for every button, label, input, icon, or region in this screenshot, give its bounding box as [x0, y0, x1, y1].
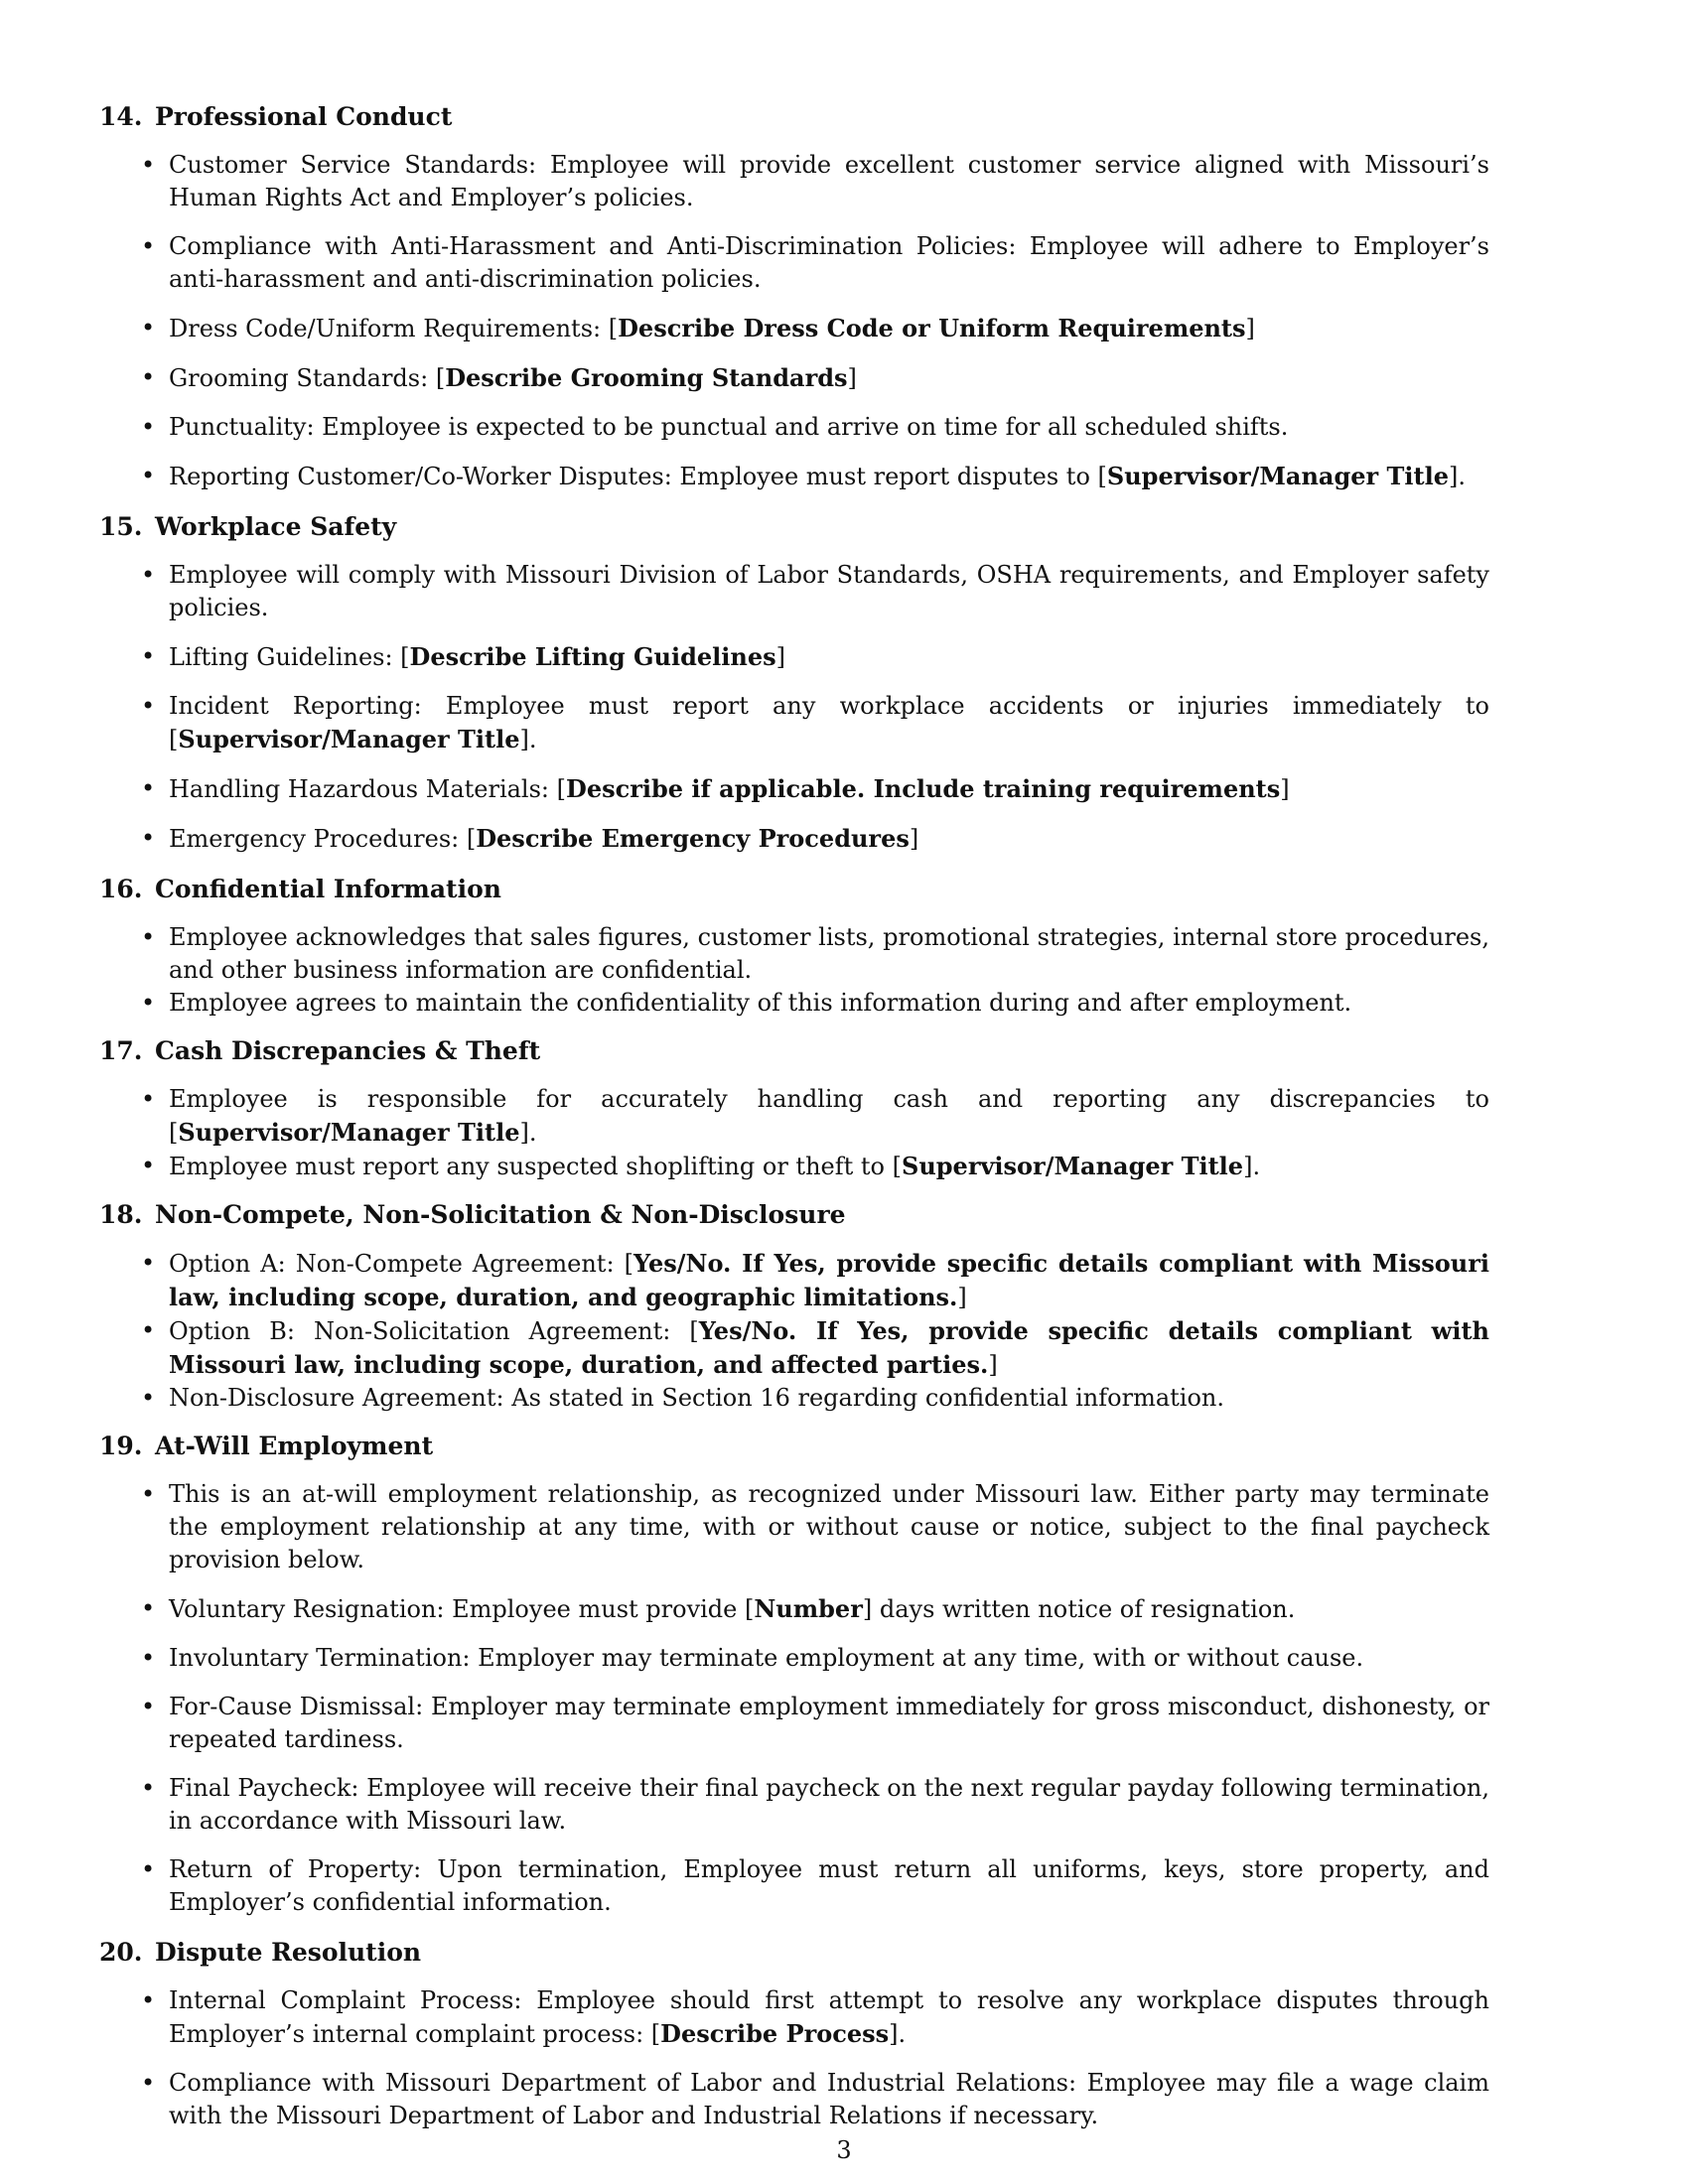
placeholder-text: Number — [754, 1594, 863, 1623]
item-text: Grooming Standards: [ — [169, 364, 446, 392]
list-item — [99, 1083, 1589, 1150]
list-item: • Non-Disclosure Agreement: As stated in Section 16 regarding confidential information. — [99, 1382, 1589, 1415]
placeholder-text: Yes/No. If Yes, provide specific details compliant with Missouri law, including scope, duration, and affected parties. — [169, 1316, 1489, 1379]
section-heading — [99, 1197, 1589, 1233]
item-text: Option B: Non-Solicitation Agreement: [ — [169, 1317, 699, 1345]
list-item: • Compliance with Missouri Department of Labor and Industrial Relations: Employee may file a wage claim with the Missouri Department of Labor and Industrial Relations if necessary. — [99, 2067, 1589, 2132]
placeholder-text: Describe Dress Code or Uniform Requirements — [618, 314, 1246, 342]
item-text-end: ] days written notice of resignation. — [862, 1595, 1296, 1623]
section-heading — [99, 872, 1589, 907]
item-text-end: ]. — [519, 726, 537, 753]
section-17 — [99, 1033, 1589, 1183]
item-text: Voluntary Resignation: Employee must provide [ — [169, 1595, 755, 1623]
item-text-end: ] — [909, 825, 919, 853]
list-item — [99, 822, 1589, 856]
item-text: Emergency Procedures: [ — [169, 825, 477, 853]
section-20 — [99, 1935, 1589, 2132]
list-item — [99, 690, 1589, 756]
list-item — [99, 1314, 1589, 1382]
page-number: 3 — [836, 2136, 852, 2164]
list-item: • Compliance with Anti-Harassment and Anti-Discrimination Policies: Employee will adhere to Employer’s anti-harassment and anti-discrimination policies. — [99, 230, 1589, 296]
section-19 — [99, 1429, 1589, 1919]
item-text-end: ]. — [1243, 1153, 1261, 1180]
section-number: 16. — [99, 875, 143, 903]
section-title: Workplace Safety — [155, 512, 397, 541]
list-item: • Return of Property: Upon termination, Employee must return all uniforms, keys, store property, and Employer’s confidential information. — [99, 1853, 1589, 1919]
item-text: Incident Reporting: Employee must report any workplace accidents or injuries immediately to [ — [169, 692, 1489, 753]
placeholder-text: Describe Emergency Procedures — [476, 824, 910, 853]
document-page — [99, 99, 1589, 2148]
list-item — [99, 460, 1589, 493]
list-item — [99, 640, 1589, 674]
section-list — [99, 1247, 1589, 1415]
item-text: Internal Complaint Process: Employee should first attempt to resolve any workplace disputes through Employer’s internal complaint process: [ — [169, 1986, 1489, 2048]
section-title: Cash Discrepancies & Theft — [155, 1036, 541, 1065]
section-list — [99, 559, 1589, 856]
list-item — [99, 772, 1589, 806]
item-text-end: ] — [1245, 315, 1255, 342]
section-number: 17. — [99, 1036, 143, 1065]
item-text-end: ] — [988, 1351, 998, 1379]
list-item: • Employee agrees to maintain the confidentiality of this information during and after employment. — [99, 987, 1589, 1020]
item-text: Lifting Guidelines: [ — [169, 643, 410, 671]
placeholder-text: Supervisor/Manager Title — [178, 1118, 520, 1147]
item-text: Handling Hazardous Materials: [ — [169, 775, 566, 803]
list-item: • For-Cause Dismissal: Employer may terminate employment immediately for gross misconduct, dishonesty, or repeated tardiness. — [99, 1691, 1589, 1756]
item-text: Reporting Customer/Co-Worker Disputes: Employee must report disputes to [ — [169, 463, 1107, 490]
list-item: • Customer Service Standards: Employee will provide excellent customer service aligned with Missouri’s Human Rights Act and Employer’s policies. — [99, 149, 1589, 214]
placeholder-text: Describe Lifting Guidelines — [409, 642, 776, 671]
list-item: • Final Paycheck: Employee will receive their final paycheck on the next regular payday following termination, in accordance with Missouri law. — [99, 1772, 1589, 1838]
section-list — [99, 149, 1589, 493]
list-item — [99, 1150, 1589, 1183]
item-text-end: ]. — [519, 1119, 537, 1147]
section-number: 19. — [99, 1432, 143, 1460]
placeholder-text: Yes/No. If Yes, provide specific details compliant with Missouri law, including scope, duration, and geographic limitations. — [169, 1249, 1489, 1311]
list-item: • This is an at-will employment relationship, as recognized under Missouri law. Either party may terminate the employment relationship at any time, with or without cause or notice, subject to the final paycheck provision below. — [99, 1478, 1589, 1576]
list-item — [99, 312, 1589, 345]
placeholder-text: Describe if applicable. Include training requirements — [566, 774, 1281, 803]
item-text: Dress Code/Uniform Requirements: [ — [169, 315, 619, 342]
section-list — [99, 1984, 1589, 2132]
placeholder-text: Supervisor/Manager Title — [1106, 462, 1449, 490]
list-item: • Employee acknowledges that sales figures, customer lists, promotional strategies, internal store procedures, and other business information are confidential. — [99, 921, 1589, 987]
section-15 — [99, 509, 1589, 856]
list-item: • Punctuality: Employee is expected to be punctual and arrive on time for all scheduled shifts. — [99, 411, 1589, 444]
section-list — [99, 1478, 1589, 1919]
list-item: • Employee will comply with Missouri Division of Labor Standards, OSHA requirements, and Employer safety policies. — [99, 559, 1589, 624]
placeholder-text: Supervisor/Manager Title — [178, 725, 520, 753]
section-list — [99, 921, 1589, 1020]
list-item: • Involuntary Termination: Employer may terminate employment at any time, with or without cause. — [99, 1642, 1589, 1675]
list-item — [99, 1984, 1589, 2051]
section-heading — [99, 1033, 1589, 1069]
section-number: 20. — [99, 1938, 143, 1967]
item-text: Employee is responsible for accurately handling cash and reporting any discrepancies to [ — [169, 1085, 1489, 1147]
item-text-end: ] — [847, 364, 857, 392]
placeholder-text: Supervisor/Manager Title — [901, 1152, 1244, 1180]
section-14 — [99, 99, 1589, 493]
placeholder-text: Describe Process — [660, 2019, 890, 2048]
section-title: Confidential Information — [155, 875, 501, 903]
list-item — [99, 1247, 1589, 1314]
item-text-end: ] — [957, 1284, 967, 1311]
section-title: Non-Compete, Non-Solicitation & Non-Disclosure — [155, 1200, 846, 1229]
section-number: 15. — [99, 512, 143, 541]
section-title: At-Will Employment — [155, 1432, 434, 1460]
item-text-end: ] — [775, 643, 785, 671]
section-heading — [99, 509, 1589, 545]
list-item — [99, 1592, 1589, 1626]
section-heading — [99, 99, 1589, 135]
section-heading — [99, 1429, 1589, 1464]
item-text: Option A: Non-Compete Agreement: [ — [169, 1250, 633, 1278]
placeholder-text: Describe Grooming Standards — [445, 363, 848, 392]
section-title: Professional Conduct — [155, 102, 453, 131]
item-text-end: ]. — [889, 2020, 907, 2048]
section-number: 14. — [99, 102, 143, 131]
section-18 — [99, 1197, 1589, 1415]
section-16 — [99, 872, 1589, 1020]
section-heading — [99, 1935, 1589, 1971]
item-text-end: ]. — [1448, 463, 1466, 490]
section-title: Dispute Resolution — [155, 1938, 422, 1967]
list-item — [99, 361, 1589, 395]
section-number: 18. — [99, 1200, 143, 1229]
item-text: Employee must report any suspected shoplifting or theft to [ — [169, 1153, 902, 1180]
section-list — [99, 1083, 1589, 1183]
item-text-end: ] — [1280, 775, 1290, 803]
